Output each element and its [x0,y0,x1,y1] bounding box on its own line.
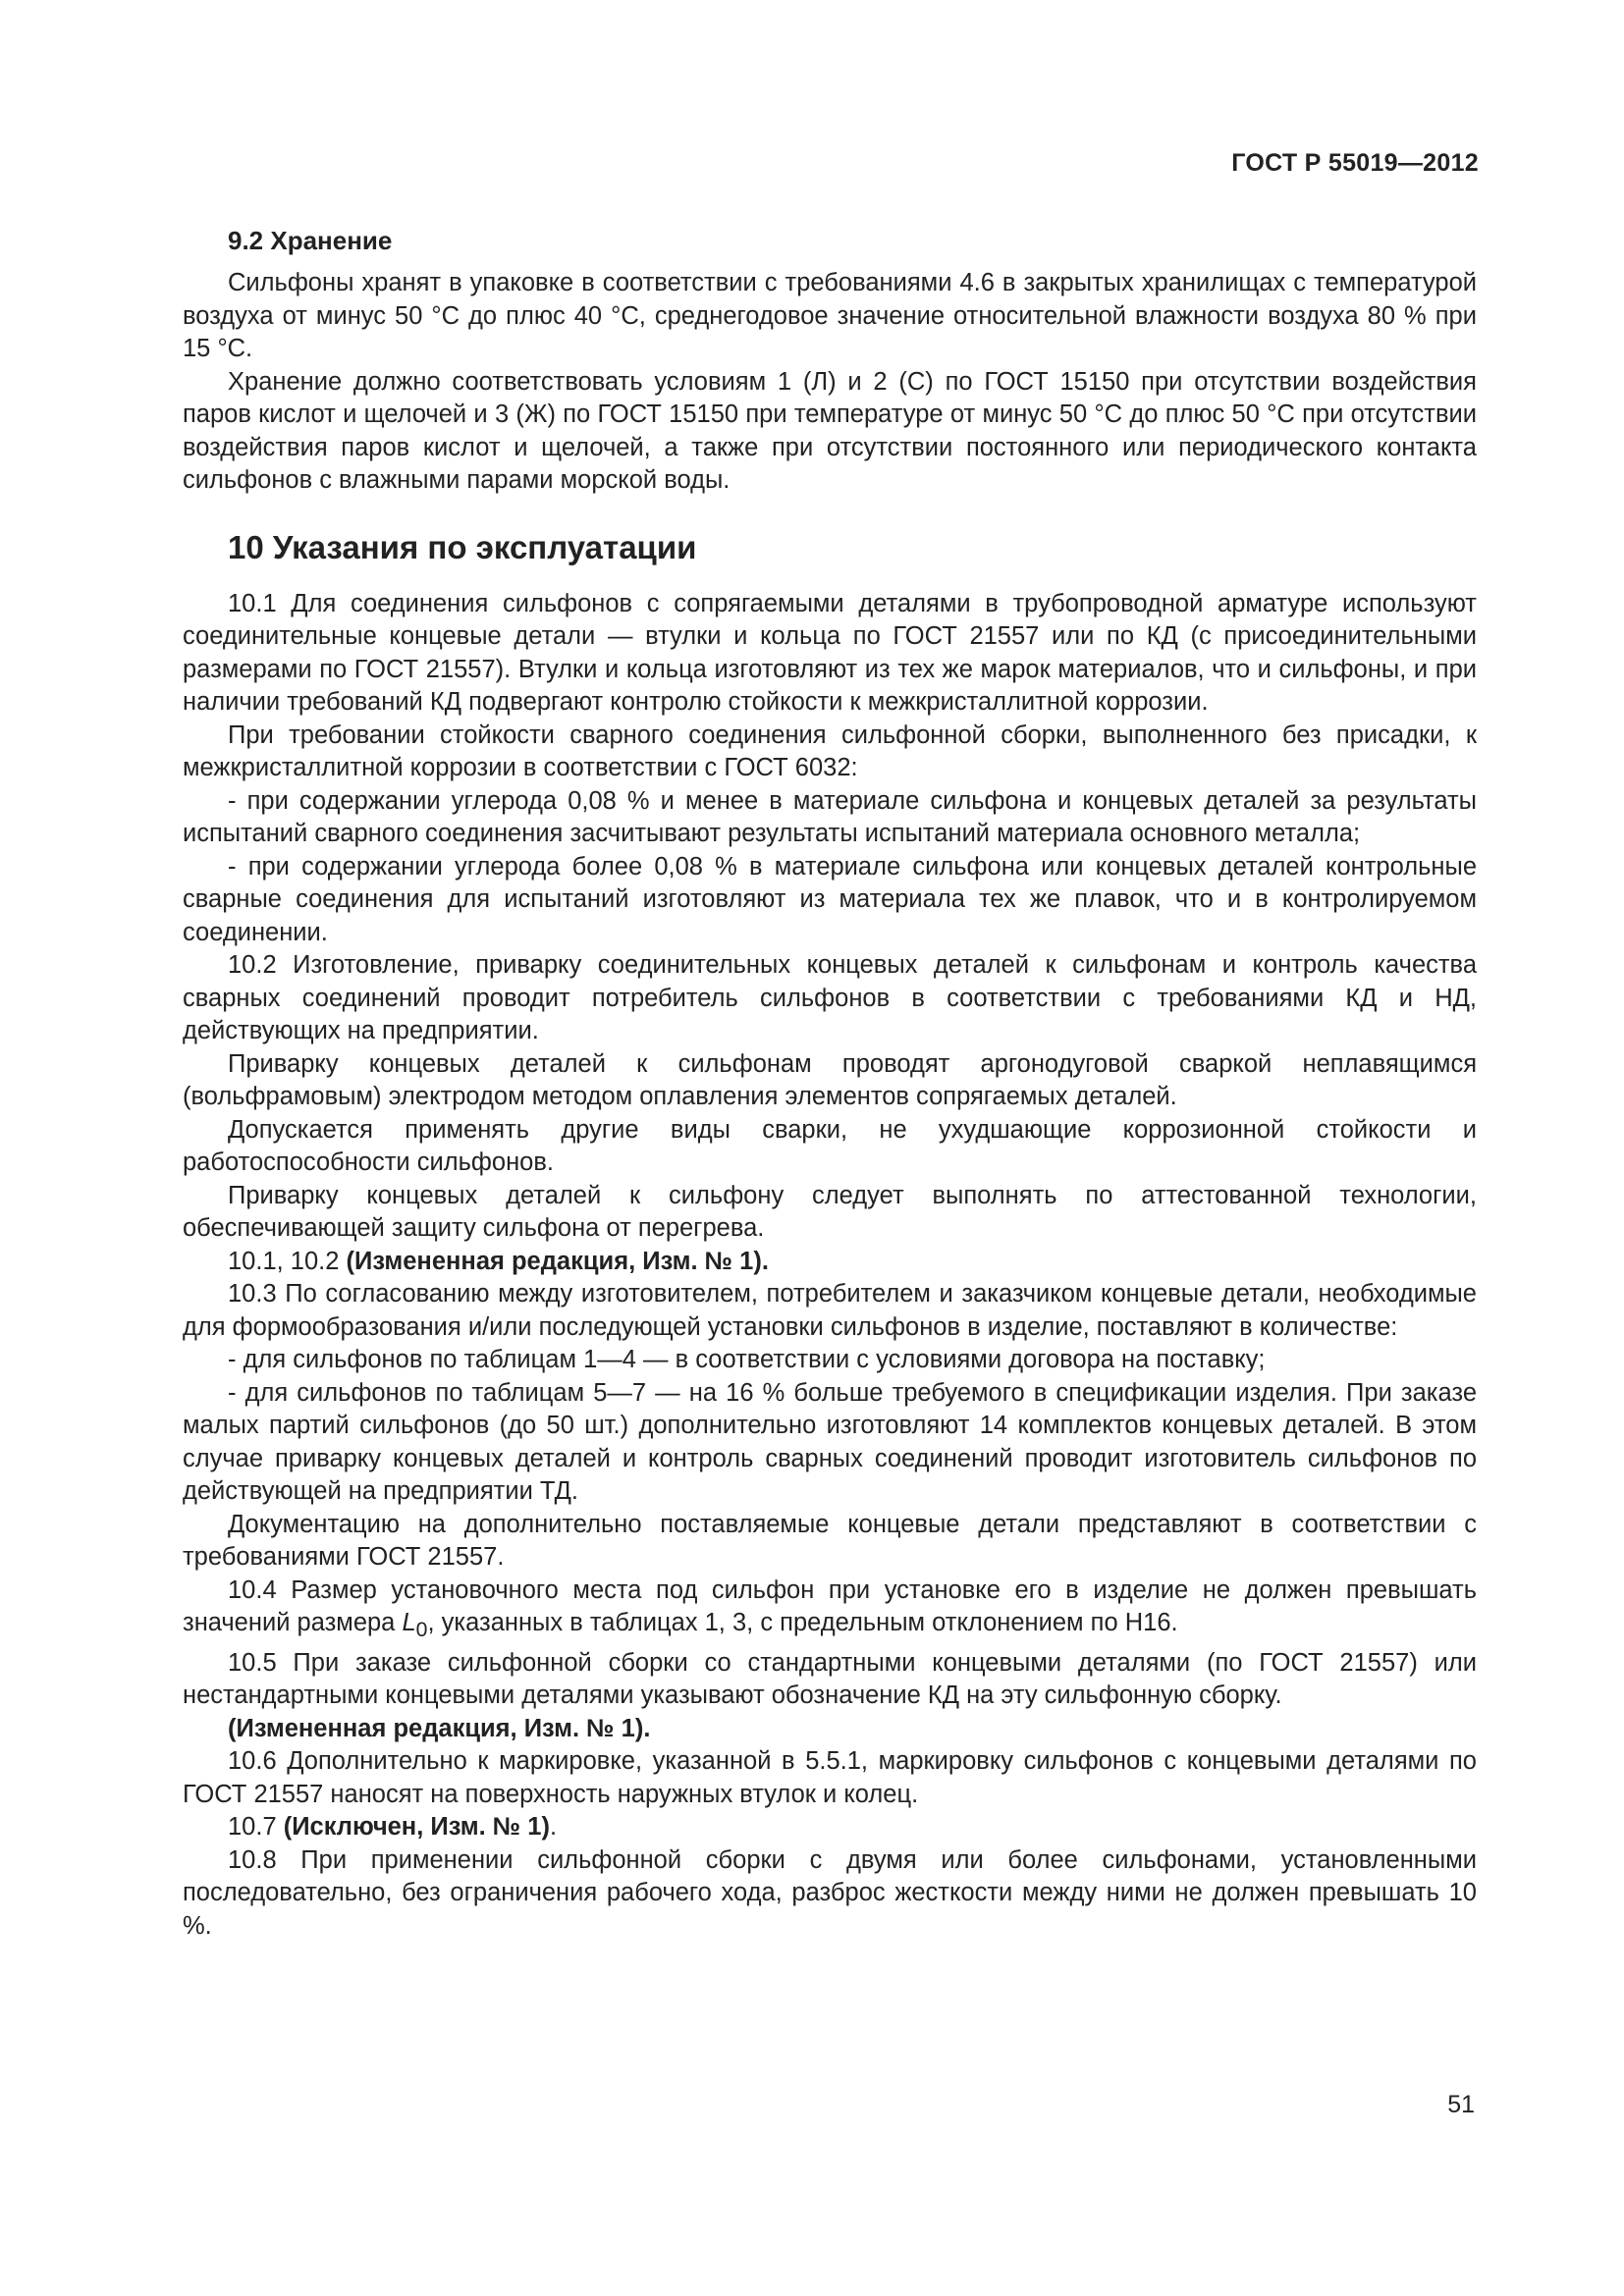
paragraph: 10.2 Изготовление, приварку соединительных концевых деталей к сильфонам и контроль качества сварных соединений проводит потребитель сильфонов в соответствии с требованиями КД и НД, действующих на предприятии. [183,951,1477,1044]
paragraph: Документацию на дополнительно поставляемые концевые детали представляют в соответствии с требованиями ГОСТ 21557. [183,1510,1477,1571]
paragraph: 10.1 Для соединения сильфонов с сопрягаемыми деталями в трубопроводной арматуре используют соединительные концевые детали — втулки и кольца по ГОСТ 21557 или по КД (с присоединительными размерами по ГОСТ 21557). Втулки и кольца изготовляют из тех же марок материалов, что и сильфоны, и при наличии требований КД подвергают контролю стойкости к межкристаллитной коррозии. [183,589,1477,716]
amendment-text: (Измененная редакция, Изм. № 1). [346,1247,769,1275]
paragraph: Сильфоны хранят в упаковке в соответствии с требованиями 4.6 в закрытых хранилищах с температурой воздуха от минус 50 °С до плюс 40 °С, среднегодовое значение относительной влажности воздуха 80 % при 15 °С. [183,269,1477,362]
page-number: 51 [1447,2091,1475,2118]
section-10-heading: 10 Указания по эксплуатации [228,528,697,565]
paragraph: Хранение должно соответствовать условиям 1 (Л) и 2 (С) по ГОСТ 15150 при отсутствии воздействия паров кислот и щелочей и 3 (Ж) по ГОСТ 15150 при температуре от минус 50 °С до плюс 50 °С при отсутствии воздействия паров кислот и щелочей, а также при отсутствии постоянного или периодического контакта сильфонов с влажными парами морской воды. [183,367,1477,494]
paragraph: 10.6 Дополнительно к маркировке, указанной в 5.5.1, маркировку сильфонов с концевыми деталями по ГОСТ 21557 наносят на поверхность наружных втулок и колец. [183,1747,1477,1808]
text-run: , указанных в таблицах 1, 3, с предельным отклонением по Н16. [427,1609,1178,1636]
amendment-text: (Измененная редакция, Изм. № 1). [228,1714,651,1742]
amendment-ref: 10.1, 10.2 [228,1247,340,1275]
list-item: - при содержании углерода более 0,08 % в материале сильфона или концевых деталей контрольные сварные соединения для испытаний изготовляют из материала тех же плавок, что и в контролируемом соединении. [183,852,1477,946]
list-item: - для сильфонов по таблицам 1—4 — в соответствии с условиями договора на поставку; [228,1346,1266,1373]
amendment-note [183,1713,1477,1746]
symbol-l: L [402,1609,416,1636]
standard-code-header: ГОСТ Р 55019—2012 [1231,149,1479,177]
excluded-note: (Исключен, Изм. № 1) [283,1813,550,1842]
list-item: - для сильфонов по таблицам 5—7 — на 16 % больше требуемого в спецификации изделия. При заказе малых партий сильфонов (до 50 шт.) дополнительно изготовляют 14 комплектов концевых деталей. В этом случае приварку концевых деталей и контроль сварных соединений проводит изготовитель сильфонов по действующей на предприятии ТД. [183,1378,1477,1505]
paragraph: 10.8 При применении сильфонной сборки с двумя или более сильфонами, установленными последовательно, без ограничения рабочего хода, разброс жесткости между ними не должен превышать 10 %. [183,1845,1477,1940]
paragraph [183,1575,1477,1647]
paragraph: При требовании стойкости сварного соединения сильфонной сборки, выполненного без присадки, к межкристаллитной коррозии в соответствии с ГОСТ 6032: [183,721,1477,781]
text-run: 10.4 Размер установочного места под сильфон при установке его в изделие не должен превышать значений размера [183,1575,1477,1636]
paragraph: Приварку концевых деталей к сильфонам проводят аргонодуговой сваркой неплавящимся (вольфрамовым) электродом методом оплавления элементов сопрягаемых деталей. [183,1049,1477,1110]
paragraph: Приварку концевых деталей к сильфону следует выполнять по аттестованной технологии, обеспечивающей защиту сильфона от перегрева. [183,1181,1477,1242]
paragraph: Допускается применять другие виды сварки, не ухудшающие коррозионной стойкости и работоспособности сильфонов. [183,1115,1477,1176]
clause-number: 10.7 [228,1813,277,1842]
paragraph [183,1811,1477,1844]
document-body [183,224,1477,1943]
section-9-2-heading: 9.2 Хранение [228,226,393,255]
paragraph: 10.5 При заказе сильфонной сборки со стандартными концевыми деталями (по ГОСТ 21557) или нестандартными концевыми деталями указывают обозначение КД на эту сильфонную сборку. [183,1648,1477,1710]
text-run: . [549,1813,558,1842]
amendment-note [183,1246,1477,1279]
list-item: - при содержании углерода 0,08 % и менее в материале сильфона и концевых деталей за результаты испытаний сварного соединения засчитывают результаты испытаний материала основного металла; [183,786,1477,847]
symbol-subscript: 0 [415,1618,428,1642]
paragraph: 10.3 По согласованию между изготовителем, потребителем и заказчиком концевые детали, необходимые для формообразования и/или последующей установки сильфонов в изделие, поставляют в количестве: [183,1280,1477,1341]
